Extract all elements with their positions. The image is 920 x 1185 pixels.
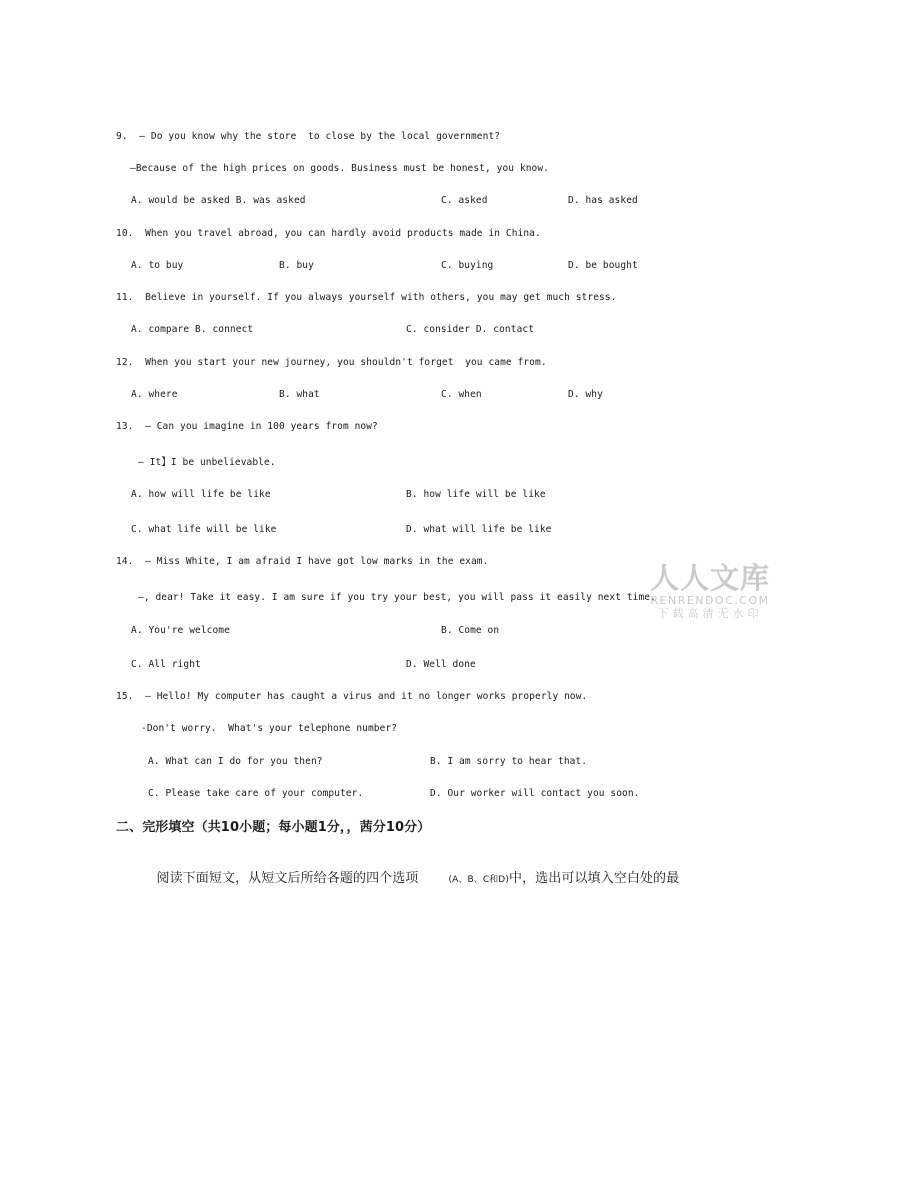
intro-text-after: 中，选出可以填入空白处的最 [508,871,680,886]
q9-option-d: D. has asked [568,195,638,206]
q12-option-a: A. where [131,389,178,400]
intro-text-before: 阅读下面短文，从短文后所给各题的四个选项 [156,871,419,886]
watermark [646,562,774,621]
q14-option-d: D. Well done [406,659,476,670]
q12-option-b: B. what [279,389,320,400]
q15-option-c: C. Please take care of your computer. [148,788,364,799]
watermark-logo: 人人文库 [649,561,770,595]
q15-reply: -Don't worry. What's your telephone number? [141,723,398,734]
q11-option-a: A. compare B. connect [131,324,254,335]
q14-option-b: B. Come on [441,625,500,636]
q13-option-d: D. what will life be like [406,524,552,535]
q10-option-c: C. buying [441,260,494,271]
q12-stem: 12. When you start your new journey, you shouldn't forget you came from. [116,357,547,368]
q15-option-b: B. I am sorry to hear that. [430,756,588,767]
q12-option-c: C. when [441,389,482,400]
watermark-url: RENRENDOC.COM [650,594,770,607]
q13-stem: 13. — Can you imagine in 100 years from now? [116,421,378,432]
q9-option-c: C. asked [441,195,488,206]
q10-option-a: A. to buy [131,260,184,271]
q15-option-d: D. Our worker will contact you soon. [430,788,640,799]
q15-option-a: A. What can I do for you then? [148,756,323,767]
section-heading: 二、完形填空（共10小题；每小题1分，，茜分10分） [116,820,431,835]
q13-reply: — It】I be unbelievable. [138,457,276,468]
q14-reply: —, dear! Take it easy. I am sure if you try your best, you will pass it easily next time. [138,592,656,603]
q13-option-a: A. how will life be like [131,489,271,500]
q13-option-b: B. how life will be like [406,489,546,500]
section-intro [148,855,679,888]
q10-option-d: D. be bought [568,260,638,271]
q10-option-b: B. buy [279,260,314,271]
q15-stem: 15. — Hello! My computer has caught a virus and it no longer works properly now. [116,691,588,702]
q13-option-c: C. what life will be like [131,524,277,535]
q9-reply: —Because of the high prices on goods. Business must be honest, you know. [130,163,550,174]
q11-stem: 11. Believe in yourself. If you always yourself with others, you may get much stress. [116,292,617,303]
q9-option-a: A. would be asked B. was asked [131,195,306,206]
q11-option-c: C. consider D. contact [406,324,535,335]
q9-stem: 9. — Do you know why the store to close by the local government? [116,131,501,142]
q14-option-a: A. You're welcome [131,625,230,636]
q14-option-c: C. All right [131,659,201,670]
q12-option-d: D. why [568,389,603,400]
watermark-subtitle: 下载高清无水印 [657,607,763,620]
q10-stem: 10. When you travel abroad, you can hardly avoid products made in China. [116,228,541,239]
intro-options: (A、B、C和D) [448,875,509,885]
q14-stem: 14. — Miss White, I am afraid I have got low marks in the exam. [116,556,489,567]
